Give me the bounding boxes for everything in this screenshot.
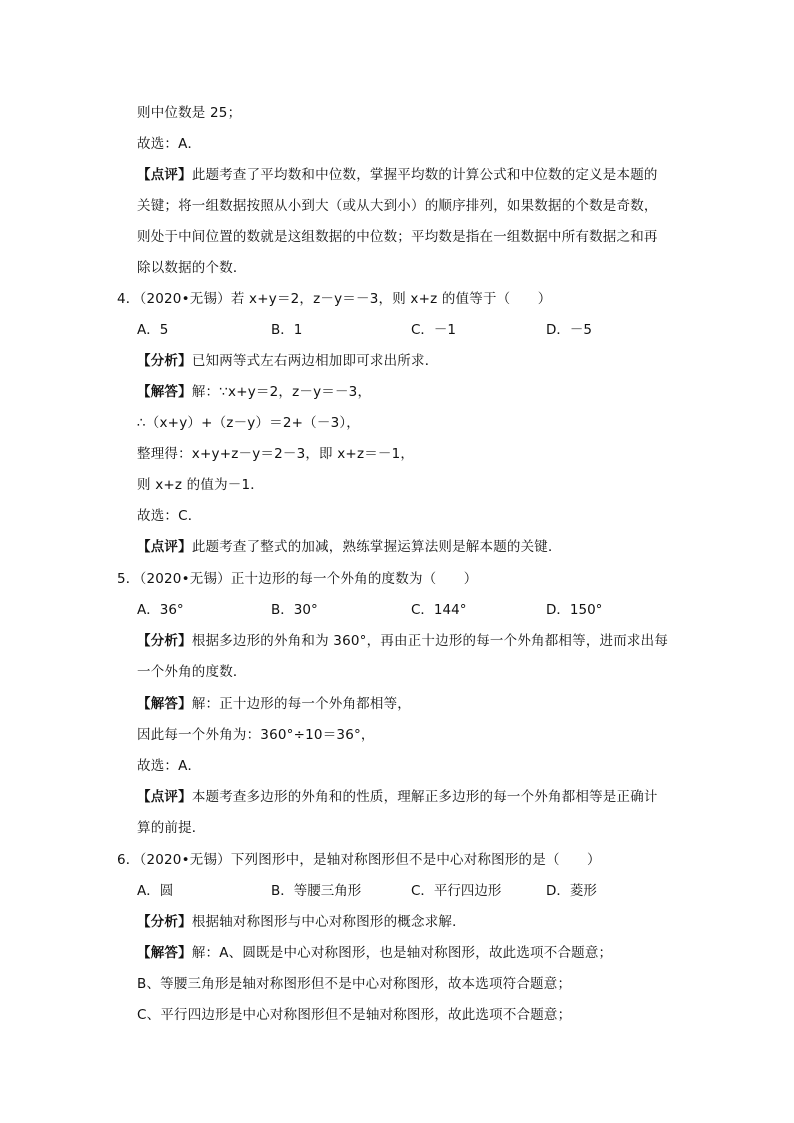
option-d: D．－5 [546,322,592,338]
review-paragraph: 【点评】此题考查了平均数和中位数，掌握平均数的计算公式和中位数的定义是本题的 [137,167,658,183]
question-4: 4．（2020•无锡）若 x+y＝2，z－y＝－3，则 x+z 的值等于（ ） [117,291,552,307]
option-c: C．平行四边形 [411,883,502,899]
option-c: C．－1 [411,322,457,338]
option-b: B．30° [271,602,318,618]
question-6: 6．（2020•无锡）下列图形中，是轴对称图形但不是中心对称图形的是（ ） [117,852,601,868]
answer-paragraph: 【解答】解：正十边形的每一个外角都相等， [137,696,412,712]
option-d: D．菱形 [546,883,597,899]
text-line: 故选：A． [137,758,202,774]
review-tag: 【点评】 [137,539,192,555]
text-line: 整理得：x+y+z－y＝2－3，即 x+z＝－1， [137,446,415,462]
text-line: 故选：C． [137,508,202,524]
answer-paragraph: 【解答】解：∵x+y＝2，z－y＝－3， [137,384,372,400]
option-b: B．1 [271,322,303,338]
option-c: C．144° [411,602,467,618]
text-line: B、等腰三角形是轴对称图形但不是中心对称图形，故本选项符合题意； [137,976,572,992]
option-b: B．等腰三角形 [271,883,362,899]
text-line: 关键；将一组数据按照从小到大（或从大到小）的顺序排列，如果数据的个数是奇数， [137,198,658,214]
option-a: A．圆 [137,883,174,899]
text-line: 一个外角的度数． [137,664,247,680]
question-5: 5．（2020•无锡）正十边形的每一个外角的度数为（ ） [117,571,478,587]
analysis-tag: 【分析】 [137,633,192,649]
answer-tag: 【解答】 [137,945,192,961]
review-paragraph: 【点评】本题考查多边形的外角和的性质，理解正多边形的每一个外角都相等是正确计 [137,789,658,805]
analysis-tag: 【分析】 [137,914,192,930]
text-line: 则处于中间位置的数就是这组数据的中位数；平均数是指在一组数据中所有数据之和再 [137,229,658,245]
text-line: 则中位数是 25； [137,105,242,121]
text-line: C、平行四边形是中心对称图形但不是轴对称图形，故此选项不合题意； [137,1007,572,1023]
review-paragraph: 【点评】此题考查了整式的加减，熟练掌握运算法则是解本题的关键． [137,539,562,555]
text-line: 则 x+z 的值为－1． [137,477,264,493]
analysis-paragraph: 【分析】根据轴对称图形与中心对称图形的概念求解． [137,914,466,930]
option-a: A．5 [137,322,169,338]
analysis-tag: 【分析】 [137,353,192,369]
text-line: 故选：A． [137,136,202,152]
answer-tag: 【解答】 [137,384,192,400]
option-d: D．150° [546,602,603,618]
text-line: ∴（x+y）+（z－y）＝2+（－3）， [137,415,361,431]
review-tag: 【点评】 [137,167,192,183]
text-line: 算的前提． [137,820,206,836]
review-tag: 【点评】 [137,789,192,805]
text-line: 除以数据的个数． [137,260,247,276]
text-line: 因此每一个外角为：360°÷10＝36°， [137,727,375,743]
analysis-paragraph: 【分析】根据多边形的外角和为 360°，再由正十边形的每一个外角都相等，进而求出每 [137,633,669,649]
answer-tag: 【解答】 [137,696,192,712]
option-a: A．36° [137,602,184,618]
answer-paragraph: 【解答】解：A、圆既是中心对称图形，也是轴对称图形，故此选项不合题意； [137,945,613,961]
analysis-paragraph: 【分析】已知两等式左右两边相加即可求出所求． [137,353,439,369]
